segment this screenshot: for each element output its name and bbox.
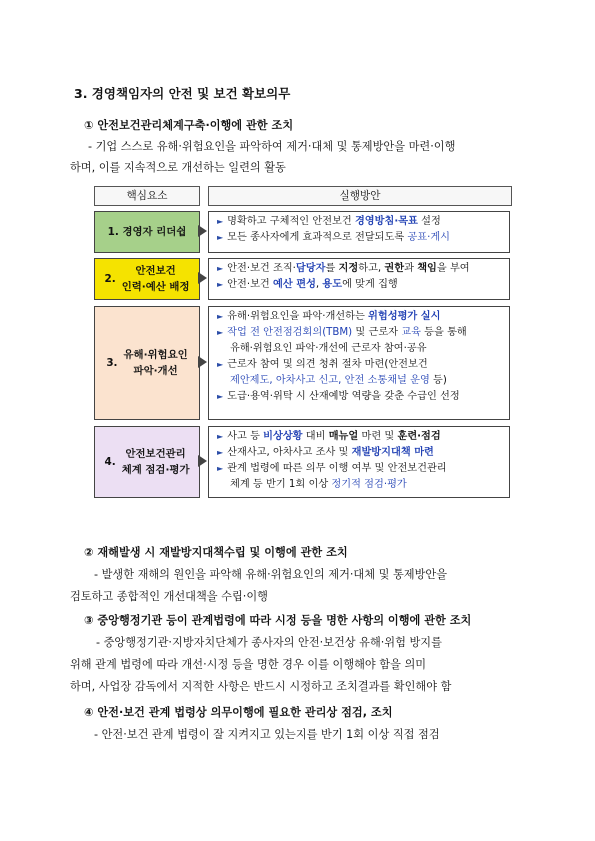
- s1-line2: 하며, 이를 지속적으로 개선하는 일련의 활동: [70, 161, 286, 174]
- s4-line1: - 안전·보건 관계 법령이 잘 지켜지고 있는지를 반기 1회 이상 직접 점검: [94, 728, 440, 741]
- list-item: ► 안전·보건 예산 편성, 용도에 맞게 집행: [217, 279, 398, 290]
- list-item: ► 사고 등 비상상황 대비 매뉴얼 마련 및 훈련·점검: [217, 431, 441, 442]
- s3-line1: - 중앙행정기관·지방자치단체가 종사자의 안전·보건상 유해·위험 방지를: [96, 636, 442, 649]
- subsection-4-title: ④ 안전·보건 관계 법령상 의무이행에 필요한 관리상 점검, 조치: [84, 706, 393, 719]
- section-title: 3. 경영책임자의 안전 및 보건 확보의무: [74, 86, 291, 101]
- arrow-icon: [198, 272, 207, 284]
- category-label: 경영자 리더쉽: [122, 226, 187, 238]
- arrow-icon: [198, 225, 207, 237]
- subsection-2-title: ② 재해발생 시 재발방지대책수립 및 이행에 관한 조치: [84, 546, 348, 559]
- category-number: 1.: [107, 226, 119, 238]
- s2-line1: - 발생한 재해의 원인을 파악해 유해·위험요인의 제거·대체 및 통제방안을: [94, 568, 448, 581]
- category-label-2: 체계 점검·평가: [121, 464, 190, 476]
- list-item: ► 관계 법령에 따른 의무 이행 여부 및 안전보건관리: [217, 463, 447, 474]
- category-number: 2.: [104, 273, 116, 285]
- category-label: 안전보건: [135, 265, 176, 277]
- list-item: ► 유해·위험요인을 파악·개선하는 위험성평가 실시: [217, 311, 441, 322]
- subsection-1-title: ① 안전보건관리체계구축·이행에 관한 조치: [84, 119, 294, 132]
- category-label-2: 인력·예산 배정: [121, 281, 190, 293]
- category-resources: [94, 258, 200, 300]
- action-box-resources: [208, 258, 510, 300]
- s2-line2: 검토하고 종합적인 개선대책을 수립·이행: [70, 590, 268, 603]
- list-item-cont: 체계 등 반기 1회 이상 정기적 점검·평가: [230, 479, 407, 490]
- list-item: ► 안전·보건 조직·담당자를 지정하고, 권한과 책임을 부여: [217, 263, 470, 274]
- s3-line3: 하며, 사업장 감독에서 지적한 사항은 반드시 시정하고 조치결과를 확인해야 함: [70, 680, 452, 693]
- action-box-leadership: [208, 211, 510, 253]
- table-header-right: 실행방안: [208, 186, 512, 206]
- table-header-left: 핵심요소: [94, 186, 200, 206]
- category-label-2: 파악·개선: [133, 365, 178, 377]
- action-box-inspection: [208, 426, 510, 498]
- arrow-icon: [198, 455, 207, 467]
- list-item-cont: 제안제도, 아차사고 신고, 안전 소통채널 운영 등): [230, 375, 447, 386]
- s3-line2: 위해 관계 법령에 따라 개선·시정 등을 명한 경우 이를 이행해야 함을 의미: [70, 658, 427, 671]
- action-box-hazard: [208, 306, 510, 420]
- category-number: 3.: [106, 357, 118, 369]
- list-item: ► 도급·용역·위탁 시 산재예방 역량을 갖춘 수급인 선정: [217, 391, 460, 402]
- category-number: 4.: [104, 456, 116, 468]
- list-item: ► 모든 종사자에게 효과적으로 전달되도록 공표·게시: [217, 232, 451, 243]
- list-item: ► 산재사고, 아차사고 조사 및 재발방지대책 마련: [217, 447, 434, 458]
- category-leadership: [94, 211, 200, 253]
- subsection-3-title: ③ 중앙행정기관 등이 관계법령에 따라 시정 등을 명한 사항의 이행에 관한 조치: [84, 614, 472, 627]
- category-label: 유해·위험요인: [123, 349, 188, 361]
- category-label: 안전보건관리: [125, 448, 186, 460]
- list-item: ► 명확하고 구체적인 안전보건 경영방침·목표 설정: [217, 216, 441, 227]
- list-item: ► 근로자 참여 및 의견 청취 절차 마련(안전보건: [217, 359, 428, 370]
- category-inspection: [94, 426, 200, 498]
- s1-line1: - 기업 스스로 유해·위험요인을 파악하여 제거·대체 및 통제방안을 마련·이행: [88, 140, 456, 153]
- arrow-icon: [198, 356, 207, 368]
- list-item-cont: 유해·위험요인 파악·개선에 근로자 참여·공유: [230, 343, 427, 354]
- category-hazard: [94, 306, 200, 420]
- list-item: ► 작업 전 안전점검회의(TBM) 및 근로자 교육 등을 통해: [217, 327, 467, 338]
